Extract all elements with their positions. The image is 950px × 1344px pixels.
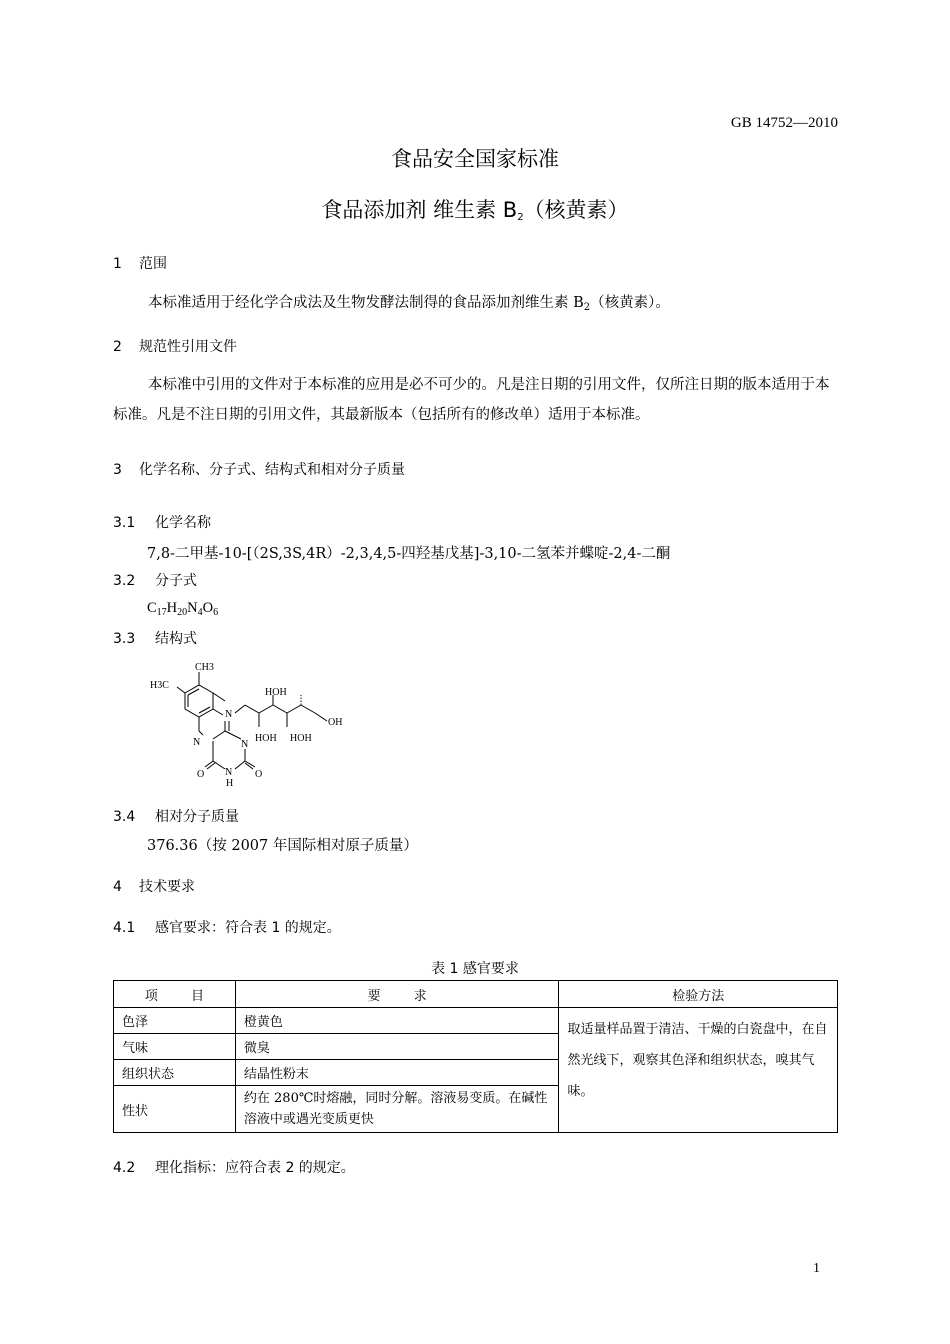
text-subscript: 2 (583, 302, 591, 313)
cell-requirement: 约在 280℃时熔融，同时分解。溶液易变质。在碱性溶液中或遇光变质更快 (235, 1086, 559, 1133)
section-title: 相对分子质量 (155, 809, 239, 825)
molecular-formula (147, 600, 218, 618)
table-1 (113, 980, 838, 1133)
label-n1: N (241, 739, 249, 750)
subtitle-main: 食品添加剂 维生素 B (321, 198, 518, 222)
section-2-heading (113, 336, 237, 356)
formula-count: 4 (197, 607, 203, 618)
structural-formula (145, 655, 365, 795)
formula-element: H (166, 600, 178, 616)
label-h: H (226, 778, 234, 789)
cell-item: 性状 (114, 1086, 236, 1133)
formula-element: C (147, 600, 157, 616)
section-2-text: 本标准中引用的文件对于本标准的应用是必不可少的。凡是注日期的引用文件，仅所注日期的版本适用于本标准。凡是不注日期的引用文件，其最新版本（包括所有的修改单）适用于本标准。 (113, 377, 830, 423)
formula-count: 17 (156, 607, 167, 618)
section-title: 结构式 (155, 631, 197, 647)
section-number: 3 (113, 462, 122, 478)
text-part: （核黄素）。 (590, 295, 670, 311)
cell-item: 组织状态 (114, 1060, 236, 1086)
section-4-1-heading (113, 917, 341, 937)
section-title: 分子式 (155, 573, 197, 589)
section-number: 3.2 (113, 573, 136, 589)
section-4-heading (113, 876, 195, 896)
section-3-3-heading (113, 628, 197, 648)
formula-count: 20 (177, 607, 188, 618)
table-row (114, 1008, 838, 1034)
section-number: 3.3 (113, 631, 136, 647)
document-subtitle (0, 194, 950, 224)
section-number: 3.4 (113, 809, 136, 825)
formula-element: N (187, 600, 198, 616)
label-nh: N (225, 767, 233, 778)
label-hoh-top: HOH (265, 687, 287, 698)
subtitle-subscript: 2 (517, 212, 524, 223)
cell-requirement: 结晶性粉末 (235, 1060, 559, 1086)
section-number: 4.1 (113, 920, 136, 936)
section-number: 1 (113, 256, 122, 272)
section-title: 范围 (139, 256, 167, 272)
document-title: 食品安全国家标准 (391, 147, 559, 171)
header-requirement: 要 求 (235, 981, 559, 1008)
cell-item: 色泽 (114, 1008, 236, 1034)
section-number: 3.1 (113, 515, 136, 531)
label-o2: O (255, 769, 263, 780)
table-header-row (114, 981, 838, 1008)
table-1-caption: 表 1 感官要求 (431, 961, 519, 977)
header-item: 项 目 (114, 981, 236, 1008)
section-3-1-heading (113, 512, 211, 532)
text-part: 本标准适用于经化学合成法及生物发酵法制得的食品添加剂维生素 B (148, 295, 584, 311)
section-title: 技术要求 (139, 879, 195, 895)
section-number: 2 (113, 339, 122, 355)
page-number: 1 (813, 1261, 820, 1276)
section-number: 4 (113, 879, 122, 895)
header-method: 检验方法 (559, 981, 838, 1008)
section-title: 化学名称、分子式、结构式和相对分子质量 (139, 462, 405, 478)
label-oh: OH (328, 717, 343, 728)
structure-bonds (177, 672, 327, 769)
section-title: 感官要求：符合表 1 的规定。 (155, 920, 341, 936)
label-hoh-left: HOH (255, 733, 277, 744)
label-n10: N (225, 709, 233, 720)
label-ch3-top: CH3 (195, 662, 214, 673)
section-1-heading (113, 253, 167, 273)
subtitle-suffix: （核黄素） (523, 198, 629, 222)
formula-element: O (202, 600, 214, 616)
label-h3c: H3C (150, 680, 169, 691)
section-title: 理化指标：应符合表 2 的规定。 (155, 1160, 355, 1176)
section-3-heading (113, 459, 405, 479)
cell-requirement: 橙黄色 (235, 1008, 559, 1034)
label-n5: N (193, 737, 201, 748)
section-1-text (113, 288, 838, 323)
standard-number: GB 14752—2010 (730, 115, 838, 131)
cell-item: 气味 (114, 1034, 236, 1060)
section-title: 化学名称 (155, 515, 211, 531)
section-title: 规范性引用文件 (139, 339, 237, 355)
cell-requirement: 微臭 (235, 1034, 559, 1060)
section-number: 4.2 (113, 1160, 136, 1176)
label-o4: O (197, 769, 205, 780)
section-4-2-heading (113, 1157, 355, 1177)
chemical-name: 7,8-二甲基-10-[（2S,3S,4R）-2,3,4,5-四羟基戊基]-3,10-二氢苯并蝶啶-2,4-二酮 (147, 546, 671, 562)
molecular-mass: 376.36（按 2007 年国际相对原子质量） (147, 838, 418, 854)
label-hoh-right: HOH (290, 733, 312, 744)
section-3-4-heading (113, 806, 239, 826)
cell-method: 取适量样品置于清洁、干燥的白瓷盘中，在自然光线下，观察其色泽和组织状态，嗅其气味。 (559, 1008, 838, 1133)
section-3-2-heading (113, 570, 197, 590)
formula-count: 6 (213, 607, 219, 618)
